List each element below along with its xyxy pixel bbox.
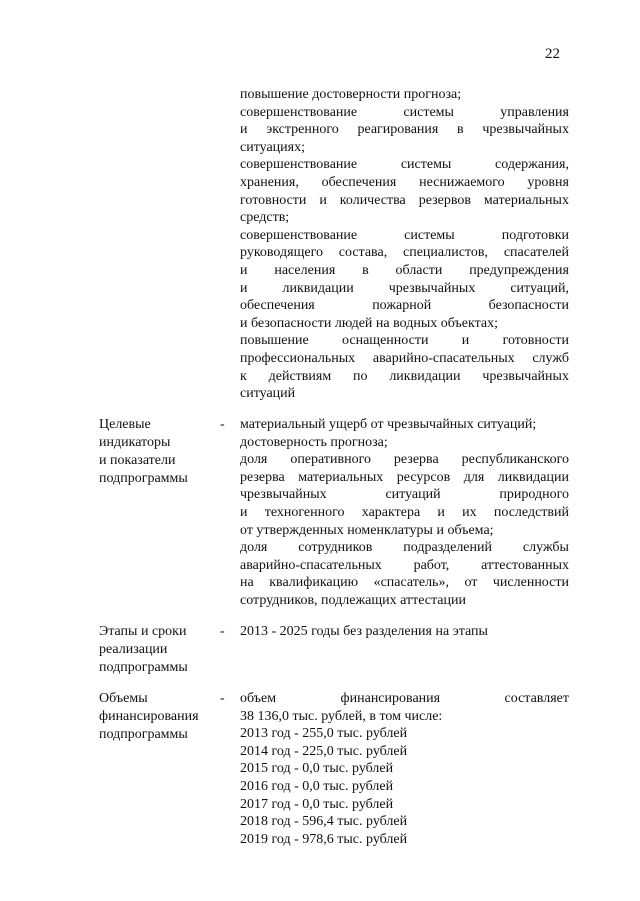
text-word: чрезвычайных — [388, 280, 476, 296]
text-word: аварийно-спасательных — [372, 350, 515, 366]
text-word: от утвержденных номенклатуры и объема; — [240, 522, 494, 538]
text-word: техногенного — [264, 504, 345, 520]
text-word: чрезвычайных — [482, 368, 569, 384]
text-line — [240, 280, 569, 298]
text-line — [240, 592, 569, 610]
funding-volume-label — [99, 690, 217, 744]
text-line — [240, 350, 569, 368]
text-word: по — [353, 368, 368, 384]
funding-volume-text — [240, 690, 569, 848]
text-line — [240, 486, 569, 504]
text-word: на — [240, 575, 254, 591]
section-label-line: Целевые — [99, 417, 151, 432]
text-word: аттестованных — [481, 557, 569, 573]
text-word: последствий — [493, 504, 569, 520]
text-word: чрезвычайных — [482, 122, 569, 138]
text-line — [240, 209, 569, 227]
section-label-line: подпрограммы — [99, 727, 188, 742]
text-word: руководящего — [240, 245, 323, 261]
text-word: области — [395, 262, 443, 278]
text-word: сотрудников — [298, 540, 373, 556]
separator-dash: - — [220, 624, 225, 639]
text-word: и — [240, 262, 248, 278]
text-word: 2016 год - 0,0 тыс. рублей — [240, 778, 394, 794]
text-word: в — [457, 122, 464, 138]
text-word: 2018 год - 596,4 тыс. рублей — [240, 814, 408, 830]
text-line — [240, 192, 569, 210]
text-line — [240, 623, 569, 641]
text-word: природного — [499, 487, 569, 503]
text-word: состава, — [338, 245, 388, 261]
text-line — [240, 778, 569, 796]
text-word: 2015 год - 0,0 тыс. рублей — [240, 761, 394, 777]
section-label-line: Этапы и сроки — [99, 624, 187, 639]
text-word: финансирования — [340, 691, 441, 706]
text-word: служб — [532, 350, 569, 366]
text-line — [240, 522, 569, 540]
text-word: подразделений — [403, 540, 492, 556]
text-word: населения — [274, 262, 336, 278]
text-word: подготовки — [501, 227, 569, 243]
text-line — [240, 725, 569, 743]
text-word: составляет — [504, 691, 569, 706]
targets-indicators-text — [240, 416, 569, 610]
text-line — [240, 368, 569, 386]
text-word: повышение достоверности прогноза; — [240, 87, 462, 102]
text-line — [240, 469, 569, 487]
text-word: материальных — [483, 192, 569, 208]
text-word: 2014 год - 225,0 тыс. рублей — [240, 743, 408, 759]
text-word: от — [464, 575, 478, 591]
text-word: в — [362, 262, 369, 278]
text-line — [240, 139, 569, 157]
text-word: резерва — [240, 469, 285, 485]
text-word: 2017 год - 0,0 тыс. рублей — [240, 796, 394, 812]
text-line — [240, 332, 569, 350]
text-line — [240, 504, 569, 522]
text-word: аварийно-спасательных — [240, 557, 382, 573]
text-word: готовности — [240, 192, 307, 208]
text-word: численности — [492, 575, 569, 591]
text-word: готовности — [502, 333, 569, 349]
text-word: оснащенности — [342, 333, 429, 349]
text-word: 2013 - 2025 годы без разделения на этапы — [240, 624, 488, 639]
section-label-line: реализации — [99, 642, 168, 657]
text-word: достоверность прогноза; — [240, 434, 388, 450]
top-continuation-text — [240, 86, 569, 403]
section-label-line: индикаторы — [99, 435, 171, 450]
text-line — [240, 557, 569, 575]
text-word: «спасатель», — [373, 575, 449, 591]
text-line — [240, 227, 569, 245]
text-line — [240, 760, 569, 778]
text-word: уровня — [527, 174, 569, 190]
text-word: ресурсов — [396, 469, 451, 485]
text-word: и — [240, 122, 248, 138]
section-label-line: Объемы — [99, 691, 148, 706]
text-word: работ, — [413, 557, 450, 573]
text-word: 2013 год - 255,0 тыс. рублей — [240, 726, 408, 742]
text-word: управления — [500, 104, 569, 120]
text-line — [240, 708, 569, 726]
text-word: ситуаций — [385, 487, 441, 503]
text-word: и — [240, 280, 248, 296]
text-word: обеспечения — [321, 174, 397, 190]
text-word: ситуаций, — [510, 280, 569, 296]
text-line — [240, 174, 569, 192]
text-word: спасателей — [503, 245, 569, 261]
text-word: объем — [240, 691, 277, 706]
text-word: количества — [339, 192, 406, 208]
text-word: неснижаемого — [419, 174, 505, 190]
text-word: обеспечения — [240, 298, 315, 314]
text-line — [240, 539, 569, 557]
text-word: доля — [240, 540, 268, 556]
text-word: и — [437, 504, 445, 520]
text-word: и — [461, 333, 470, 349]
text-word: системы — [400, 157, 452, 173]
text-word: ликвидации — [282, 280, 354, 296]
text-line — [240, 796, 569, 814]
text-line — [240, 262, 569, 280]
text-word: их — [462, 504, 477, 520]
text-line — [240, 104, 569, 122]
text-line — [240, 385, 569, 403]
text-word: средств; — [240, 210, 290, 226]
text-word: и безопасности людей на водных объектах; — [240, 315, 498, 331]
text-word: ситуациях; — [240, 139, 305, 155]
text-word: действиям — [268, 368, 332, 384]
text-word: службы — [522, 540, 569, 556]
section-label-line: и показатели — [99, 453, 176, 468]
text-word: оперативного — [290, 452, 371, 468]
separator-dash: - — [220, 691, 225, 706]
text-line — [240, 743, 569, 761]
text-word: предупреждения — [469, 262, 569, 278]
text-word: резерва — [393, 452, 439, 468]
text-line — [240, 831, 569, 849]
text-line — [240, 86, 569, 104]
text-word: системы — [404, 227, 455, 243]
text-word: сотрудников, подлежащих аттестации — [240, 592, 466, 608]
text-line — [240, 315, 569, 333]
text-word: экстренного — [266, 122, 339, 138]
text-word: профессиональных — [240, 350, 356, 366]
page-number: 22 — [545, 46, 560, 62]
text-line — [240, 244, 569, 262]
text-word: квалификацию — [269, 575, 359, 591]
text-word: чрезвычайных — [240, 487, 327, 503]
text-word: ситуаций — [240, 386, 296, 402]
text-word: ликвидации — [497, 469, 569, 485]
text-word: специалистов, — [403, 245, 488, 261]
text-line — [240, 574, 569, 592]
text-word: совершенствование — [240, 227, 358, 243]
text-word: повышение — [240, 333, 309, 349]
section-label-line: подпрограммы — [99, 471, 188, 486]
text-line — [240, 434, 569, 452]
text-line — [240, 156, 569, 174]
text-word: безопасности — [488, 298, 569, 314]
text-line — [240, 416, 569, 434]
text-line — [240, 451, 569, 469]
text-word: для — [463, 469, 485, 485]
text-word: пожарной — [372, 298, 432, 314]
text-word: резервов — [418, 192, 471, 208]
text-word: 2019 год - 978,6 тыс. рублей — [240, 831, 408, 847]
text-word: к — [240, 368, 247, 384]
text-line — [240, 813, 569, 831]
text-word: 38 136,0 тыс. рублей, в том числе: — [240, 708, 443, 724]
text-word: материальный ущерб от чрезвычайных ситуаций; — [240, 417, 537, 432]
targets-indicators-label — [99, 416, 217, 488]
text-word: и — [319, 192, 327, 208]
text-word: реагирования — [357, 122, 439, 138]
stages-terms-text — [240, 623, 569, 641]
separator-dash: - — [220, 417, 225, 432]
text-word: хранения, — [240, 174, 299, 190]
text-line — [240, 121, 569, 139]
text-word: и — [240, 504, 248, 520]
text-word: совершенствование — [240, 157, 358, 173]
section-label-line: финансирования — [99, 709, 199, 724]
text-word: системы — [403, 104, 454, 120]
text-word: ликвидации — [389, 368, 461, 384]
stages-terms-label — [99, 623, 217, 677]
text-word: содержания, — [495, 157, 569, 173]
text-word: характера — [361, 504, 421, 520]
text-word: совершенствование — [240, 104, 358, 120]
text-word: республиканского — [461, 452, 569, 468]
text-line — [240, 297, 569, 315]
text-word: материальных — [298, 469, 384, 485]
section-label-line: подпрограммы — [99, 660, 188, 675]
text-word: доля — [240, 452, 268, 468]
text-line — [240, 690, 569, 708]
